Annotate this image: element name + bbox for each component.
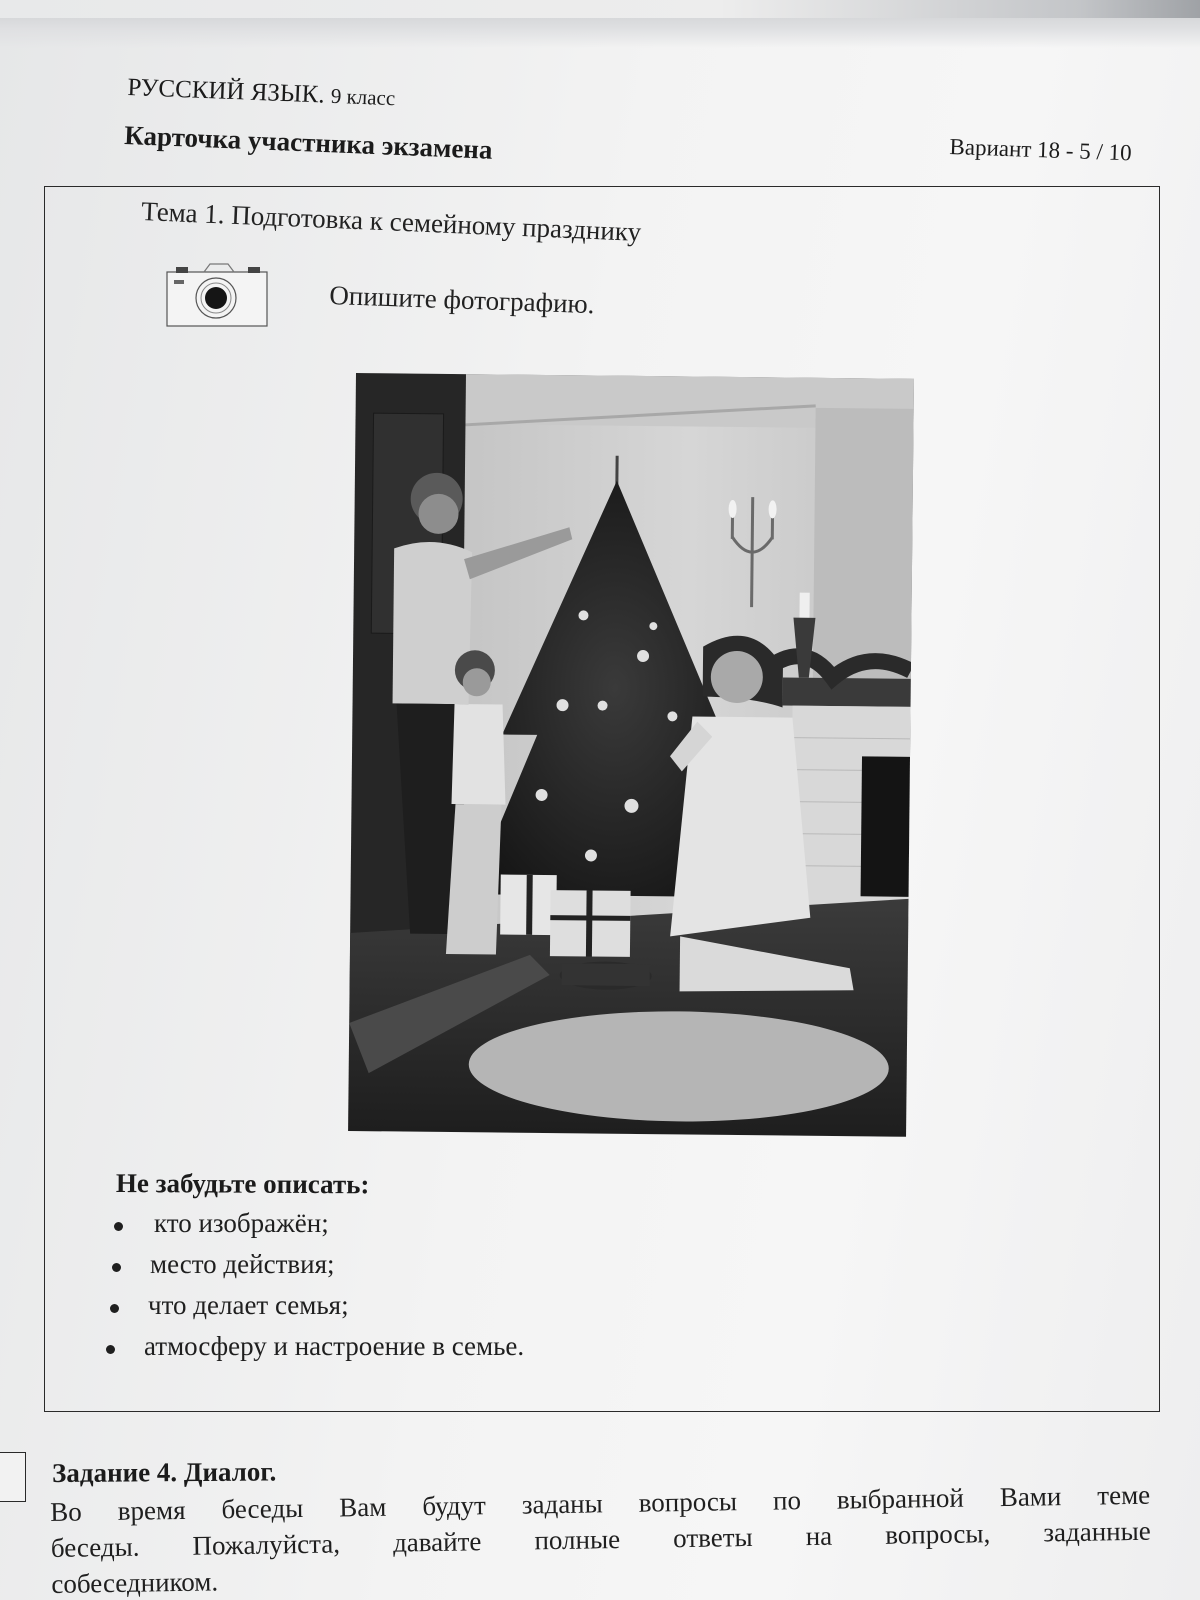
instruction-text: Опишите фотографию. <box>328 280 596 320</box>
list-item-text: что делает семья; <box>148 1290 349 1320</box>
task-title: Задание 4. Диалог. <box>52 1456 277 1488</box>
page-top-edge <box>0 0 1200 18</box>
task-body-line: беседы. Пожалуйста, давайте полные ответы на вопросы, заданные <box>50 1515 1151 1563</box>
grade-label: 9 класс <box>330 83 396 111</box>
task-body-line: собеседником. <box>51 1566 219 1599</box>
list-item-text: атмосферу и настроение в семье. <box>144 1331 525 1361</box>
card-title: Карточка участника экзамена <box>123 120 494 165</box>
bullet-icon <box>106 1345 115 1354</box>
checklist-title: Не забудьте описать: <box>115 1168 370 1200</box>
list-item-text: кто изображён; <box>154 1208 329 1238</box>
bullet-icon <box>114 1222 123 1231</box>
family-photo <box>348 373 914 1137</box>
subject-heading <box>127 74 396 112</box>
topic-title: Тема 1. Подготовка к семейному празднику <box>140 196 642 247</box>
task-body <box>50 1477 1152 1600</box>
task-body-line: Во время беседы Вам будут заданы вопросы по выбранной Вами теме <box>50 1479 1151 1527</box>
subject-name: РУССКИЙ ЯЗЫК. <box>126 74 326 109</box>
bullet-icon <box>110 1304 119 1313</box>
task-checkbox[interactable] <box>0 1452 26 1502</box>
camera-icon <box>166 260 270 328</box>
list-item-text: место действия; <box>150 1249 335 1279</box>
bullet-icon <box>112 1263 121 1272</box>
variant-label: Вариант 18 - 5 / 10 <box>949 134 1133 166</box>
